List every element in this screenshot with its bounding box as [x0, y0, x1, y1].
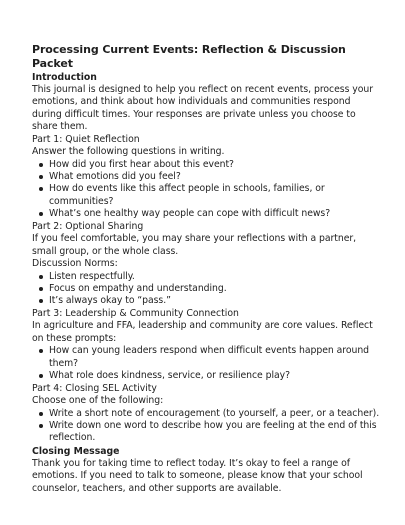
- bullet-icon: [39, 412, 43, 416]
- part4-heading: Part 4: Closing SEL Activity: [32, 382, 157, 394]
- part1-instruction: Answer the following questions in writing.: [32, 146, 225, 158]
- list-item: [49, 408, 381, 420]
- list-item: [49, 159, 381, 171]
- list-item-text: How do events like this affect people in schools, families, or communities?: [49, 183, 325, 207]
- introduction-text: This journal is designed to help you reflect on recent events, process your emotions, and think about how individuals and communities respond during difficult times. Your responses are private unless you choose to share them.: [32, 84, 373, 133]
- bullet-icon: [39, 424, 43, 428]
- list-item: [49, 283, 381, 295]
- list-item: [49, 208, 381, 220]
- part3-heading: Part 3: Leadership & Community Connection: [32, 307, 239, 319]
- part2-instruction: If you feel comfortable, you may share your reflections with a partner, small group, or the whole class.: [32, 233, 357, 257]
- bullet-icon: [39, 275, 43, 279]
- discussion-norms-label: Discussion Norms:: [32, 258, 118, 270]
- list-item-text: What role does kindness, service, or resilience play?: [49, 370, 290, 382]
- list-item-text: How can young leaders respond when difficult events happen around them?: [49, 345, 370, 369]
- list-item-text: It’s always okay to “pass.”: [49, 295, 171, 307]
- introduction-heading: Introduction: [32, 72, 97, 83]
- part1-heading: Part 1: Quiet Reflection: [32, 133, 140, 145]
- list-item-text: What emotions did you feel?: [49, 171, 181, 183]
- closing-text: Thank you for taking time to reflect today. It’s okay to feel a range of emotions. If you need to talk to someone, please know that your school counselor, teachers, and other supports are available.: [32, 457, 363, 494]
- list-item: [49, 295, 381, 307]
- part2-heading: Part 2: Optional Sharing: [32, 220, 144, 232]
- list-item-text: How did you first hear about this event?: [49, 158, 234, 170]
- list-item-text: Focus on empathy and understanding.: [49, 283, 227, 295]
- list-item: [49, 171, 381, 183]
- list-item-text: What’s one healthy way people can cope with difficult news?: [49, 208, 331, 220]
- bullet-icon: [39, 287, 43, 291]
- part2-list: [32, 271, 381, 308]
- part4-list: [32, 408, 381, 445]
- part3-instruction: In agriculture and FFA, leadership and community are core values. Reflect on these prompts:: [32, 320, 373, 344]
- list-item-text: Listen respectfully.: [49, 270, 135, 282]
- bullet-icon: [39, 299, 43, 303]
- list-item-text: Write down one word to describe how you are feeling at the end of this reflection.: [49, 419, 377, 444]
- bullet-icon: [39, 163, 43, 167]
- list-item-text: Write a short note of encouragement (to yourself, a peer, or a teacher).: [49, 407, 380, 419]
- bullet-icon: [39, 374, 43, 378]
- bullet-icon: [39, 349, 43, 353]
- closing-heading: Closing Message: [32, 445, 120, 457]
- list-item: [49, 345, 381, 370]
- bullet-icon: [39, 187, 43, 191]
- part3-list: [32, 345, 381, 382]
- document-title: Processing Current Events: Reflection & Discussion Packet: [32, 43, 346, 70]
- list-item: [49, 370, 381, 382]
- list-item: [49, 183, 381, 208]
- bullet-icon: [39, 175, 43, 179]
- part4-instruction: Choose one of the following:: [32, 395, 164, 407]
- bullet-icon: [39, 212, 43, 216]
- list-item: [49, 271, 381, 283]
- part1-list: [32, 159, 381, 221]
- list-item: [49, 420, 381, 445]
